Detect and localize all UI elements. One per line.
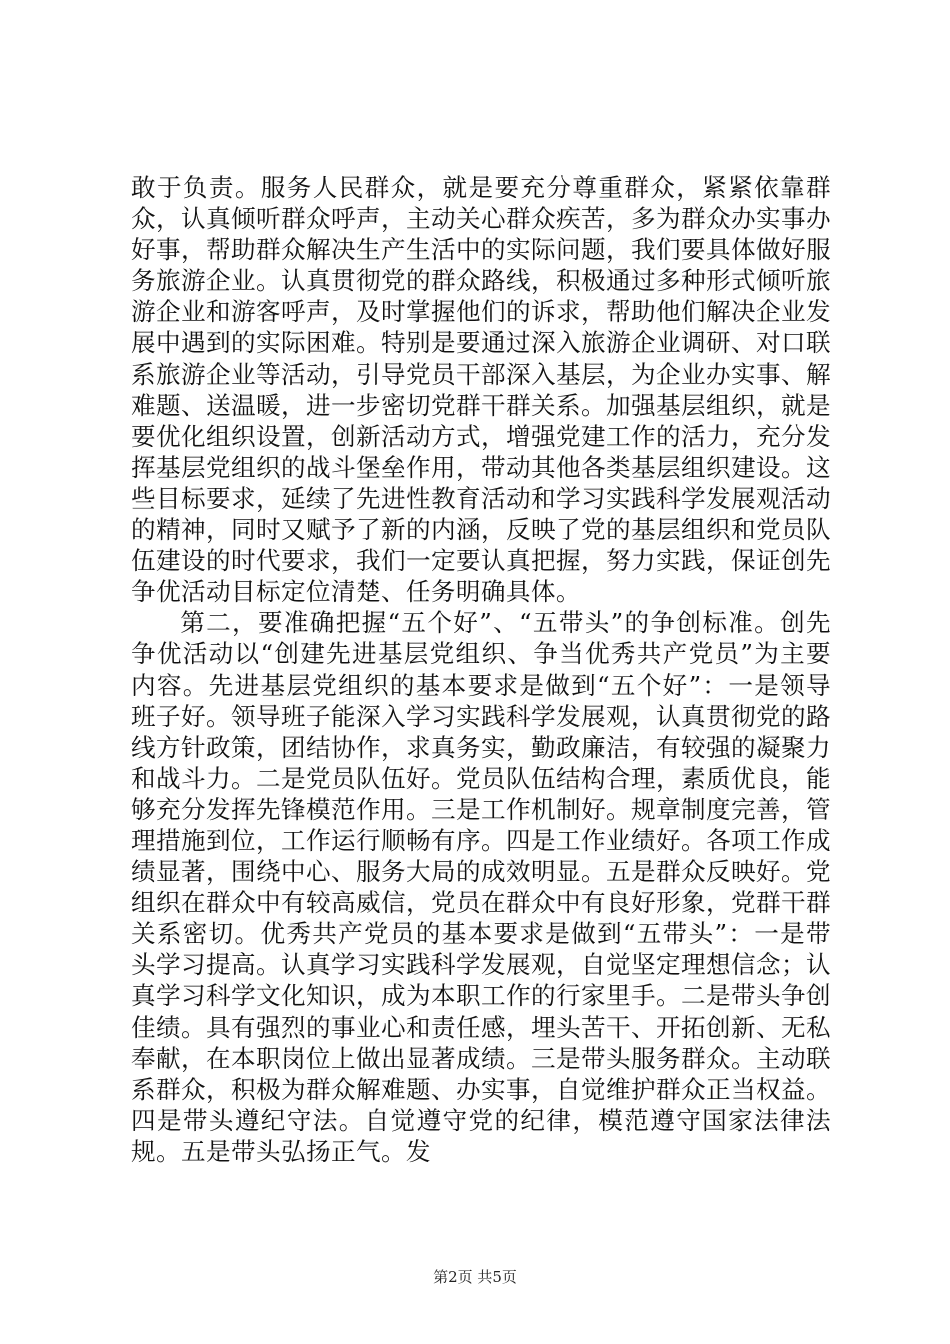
document-body xyxy=(131,172,831,1167)
page-footer: 第2页 共5页 xyxy=(433,1268,517,1286)
paragraph-2: 第二，要准确把握“五个好”、“五带头”的争创标准。创先争优活动以“创建先进基层党组织、争当优秀共产党员”为主要内容。先进基层党组织的基本要求是做到“五个好”：一是领导班子好。领导班子能深入学习实践科学发展观，认真贯彻党的路线方针政策，团结协作，求真务实，勤政廉洁，有较强的凝聚力和战斗力。二是党员队伍好。党员队伍结构合理，素质优良，能够充分发挥先锋模范作用。三是工作机制好。规章制度完善，管理措施到位，工作运行顺畅有序。四是工作业绩好。各项工作成绩显著，围绕中心、服务大局的成效明显。五是群众反映好。党组织在群众中有较高威信，党员在群众中有良好形象，党群干群关系密切。优秀共产党员的基本要求是做到“五带头”：一是带头学习提高。认真学习实践科学发展观，自觉坚定理想信念；认真学习科学文化知识，成为本职工作的行家里手。二是带头争创佳绩。具有强烈的事业心和责任感，埋头苦干、开拓创新、无私奉献，在本职岗位上做出显著成绩。三是带头服务群众。主动联系群众，积极为群众解难题、办实事，自觉维护群众正当权益。四是带头遵纪守法。自觉遵守党的纪律，模范遵守国家法律法规。五是带头弘扬正气。发 xyxy=(131,608,831,1166)
paragraph-1: 敢于负责。服务人民群众，就是要充分尊重群众，紧紧依靠群众，认真倾听群众呼声，主动关心群众疾苦，多为群众办实事办好事，帮助群众解决生产生活中的实际问题，我们要具体做好服务旅游企业。认真贯彻党的群众路线，积极通过多种形式倾听旅游企业和游客呼声，及时掌握他们的诉求，帮助他们解决企业发展中遇到的实际困难。特别是要通过深入旅游企业调研、对口联系旅游企业等活动，引导党员干部深入基层，为企业办实事、解难题、送温暖，进一步密切党群干群关系。加强基层组织，就是要优化组织设置，创新活动方式，增强党建工作的活力，充分发挥基层党组织的战斗堡垒作用，带动其他各类基层组织建设。这些目标要求，延续了先进性教育活动和学习实践科学发展观活动的精神，同时又赋予了新的内涵，反映了党的基层组织和党员队伍建设的时代要求，我们一定要认真把握，努力实践，保证创先争优活动目标定位清楚、任务明确具体。 xyxy=(131,173,831,607)
